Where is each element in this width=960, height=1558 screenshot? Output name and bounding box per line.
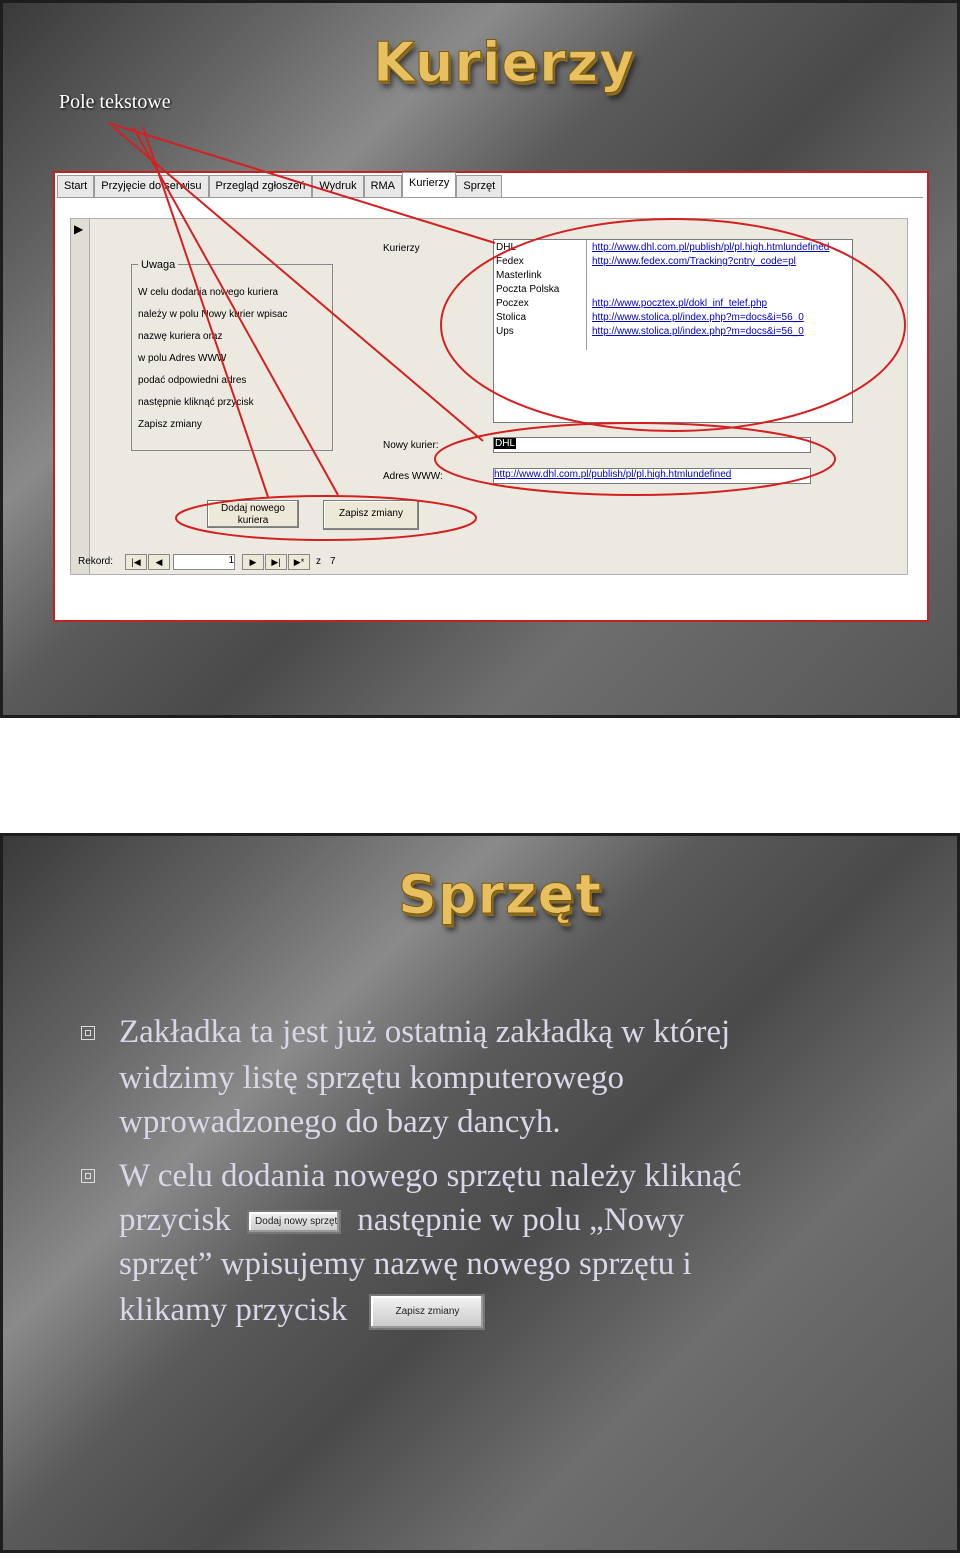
tab-przeglad[interactable]: Przegląd zgłoszeń bbox=[209, 175, 313, 197]
bullet-icon bbox=[81, 1026, 95, 1040]
slide-sprzet bbox=[0, 833, 960, 1553]
add-equipment-button[interactable]: Dodaj nowy sprzęt bbox=[247, 1210, 341, 1234]
bullet-icon bbox=[81, 1169, 95, 1183]
courier-name: Poczex bbox=[496, 298, 529, 309]
courier-url: http://www.stolica.pl/index.php?m=docs&i=56_0 bbox=[592, 312, 804, 323]
courier-url: http://www.stolica.pl/index.php?m=docs&i=56_0 bbox=[592, 326, 804, 337]
bullet-1-line: Zakładka ta jest już ostatnią zakładką w której bbox=[119, 1014, 731, 1050]
courier-name: DHL bbox=[496, 242, 517, 253]
courier-name: Ups bbox=[496, 326, 514, 337]
courier-name: Poczta Polska bbox=[496, 284, 560, 295]
save-changes-button[interactable]: Zapisz zmiany bbox=[323, 500, 419, 530]
bullet-2-text: przycisk bbox=[119, 1202, 231, 1238]
note-title: Uwaga bbox=[138, 259, 178, 271]
record-label: Rekord: bbox=[78, 556, 114, 567]
tab-przyjecie[interactable]: Przyjęcie do serwisu bbox=[94, 175, 208, 197]
fields-highlight bbox=[435, 423, 835, 495]
bullet-1-line: widzimy listę sprzętu komputerowego bbox=[119, 1060, 624, 1096]
callout-label: Pole tekstowe bbox=[59, 91, 171, 113]
note-line: należy w polu Nowy kurier wpisac bbox=[138, 309, 288, 320]
tab-start[interactable]: Start bbox=[57, 175, 94, 197]
couriers-label: Kurierzy bbox=[383, 243, 420, 254]
first-record-icon[interactable]: |◀ bbox=[125, 554, 147, 570]
annotation-overlay bbox=[3, 3, 957, 715]
bullet-1-line: wprowadzonego do bazy dancyh. bbox=[119, 1104, 561, 1140]
slide-title: Sprzęt bbox=[398, 863, 603, 926]
courier-url: http://www.pocztex.pl/dokl_inf_telef.php bbox=[592, 298, 768, 309]
arrow-to-save bbox=[133, 127, 338, 495]
courier-name: Stolica bbox=[496, 312, 527, 323]
new-courier-label: Nowy kurier: bbox=[383, 440, 439, 451]
tab-wydruk[interactable]: Wydruk bbox=[312, 175, 363, 197]
courier-name: Masterlink bbox=[496, 270, 542, 281]
note-line: nazwę kuriera oraz bbox=[138, 331, 223, 342]
last-record-icon[interactable]: ▶| bbox=[265, 554, 287, 570]
slide-title: Kurierzy bbox=[373, 31, 636, 94]
prev-record-icon[interactable]: ◀ bbox=[148, 554, 170, 570]
note-line: podać odpowiedni adres bbox=[138, 375, 247, 386]
bullet-2-line bbox=[119, 1198, 684, 1242]
bullet-2-text: klikamy przycisk bbox=[119, 1292, 348, 1328]
arrow-to-list bbox=[108, 123, 495, 243]
arrow-to-name bbox=[113, 127, 483, 441]
note-line: Zapisz zmiany bbox=[138, 419, 202, 430]
www-label: Adres WWW: bbox=[383, 471, 443, 482]
bullet-2-line: sprzęt” wpisujemy nazwę nowego sprzętu i bbox=[119, 1246, 692, 1282]
courier-name: Fedex bbox=[496, 256, 524, 267]
new-courier-value: DHL bbox=[495, 438, 516, 449]
buttons-highlight bbox=[176, 496, 476, 540]
record-pointer-icon: ▶ bbox=[74, 222, 84, 236]
arrow-to-add bbox=[143, 127, 268, 497]
list-highlight bbox=[441, 219, 905, 431]
bullet-2-line bbox=[119, 1288, 485, 1332]
note-line: w polu Adres WWW bbox=[138, 353, 227, 364]
tab-kurierzy[interactable]: Kurierzy bbox=[402, 172, 456, 197]
tab-sprzet[interactable]: Sprzęt bbox=[456, 175, 502, 197]
add-courier-button[interactable]: Dodaj nowego kuriera bbox=[207, 500, 299, 528]
record-number-input[interactable]: 1 bbox=[173, 554, 235, 570]
note-line: następnie kliknąć przycisk bbox=[138, 397, 254, 408]
bullet-2-line: W celu dodania nowego sprzętu należy kliknąć bbox=[119, 1158, 742, 1194]
courier-url: http://www.fedex.com/Tracking?cntry_code=pl bbox=[592, 256, 796, 267]
next-record-icon[interactable]: ▶ bbox=[242, 554, 264, 570]
courier-url: http://www.dhl.com.pl/publish/pl/pl.high.htmlundefined bbox=[592, 242, 830, 253]
save-changes-button[interactable]: Zapisz zmiany bbox=[369, 1294, 485, 1330]
www-field[interactable]: http://www.dhl.com.pl/publish/pl/pl.high.htmlundefined bbox=[493, 468, 811, 484]
record-of: z bbox=[316, 556, 321, 567]
record-total: 7 bbox=[330, 556, 336, 567]
tab-rma[interactable]: RMA bbox=[364, 175, 402, 197]
note-line: W celu dodania nowego kuriera bbox=[138, 287, 279, 298]
bullet-2-text: następnie w polu „Nowy bbox=[357, 1202, 685, 1238]
new-record-icon[interactable]: ▶* bbox=[288, 554, 310, 570]
slide-kurierzy bbox=[0, 0, 960, 718]
